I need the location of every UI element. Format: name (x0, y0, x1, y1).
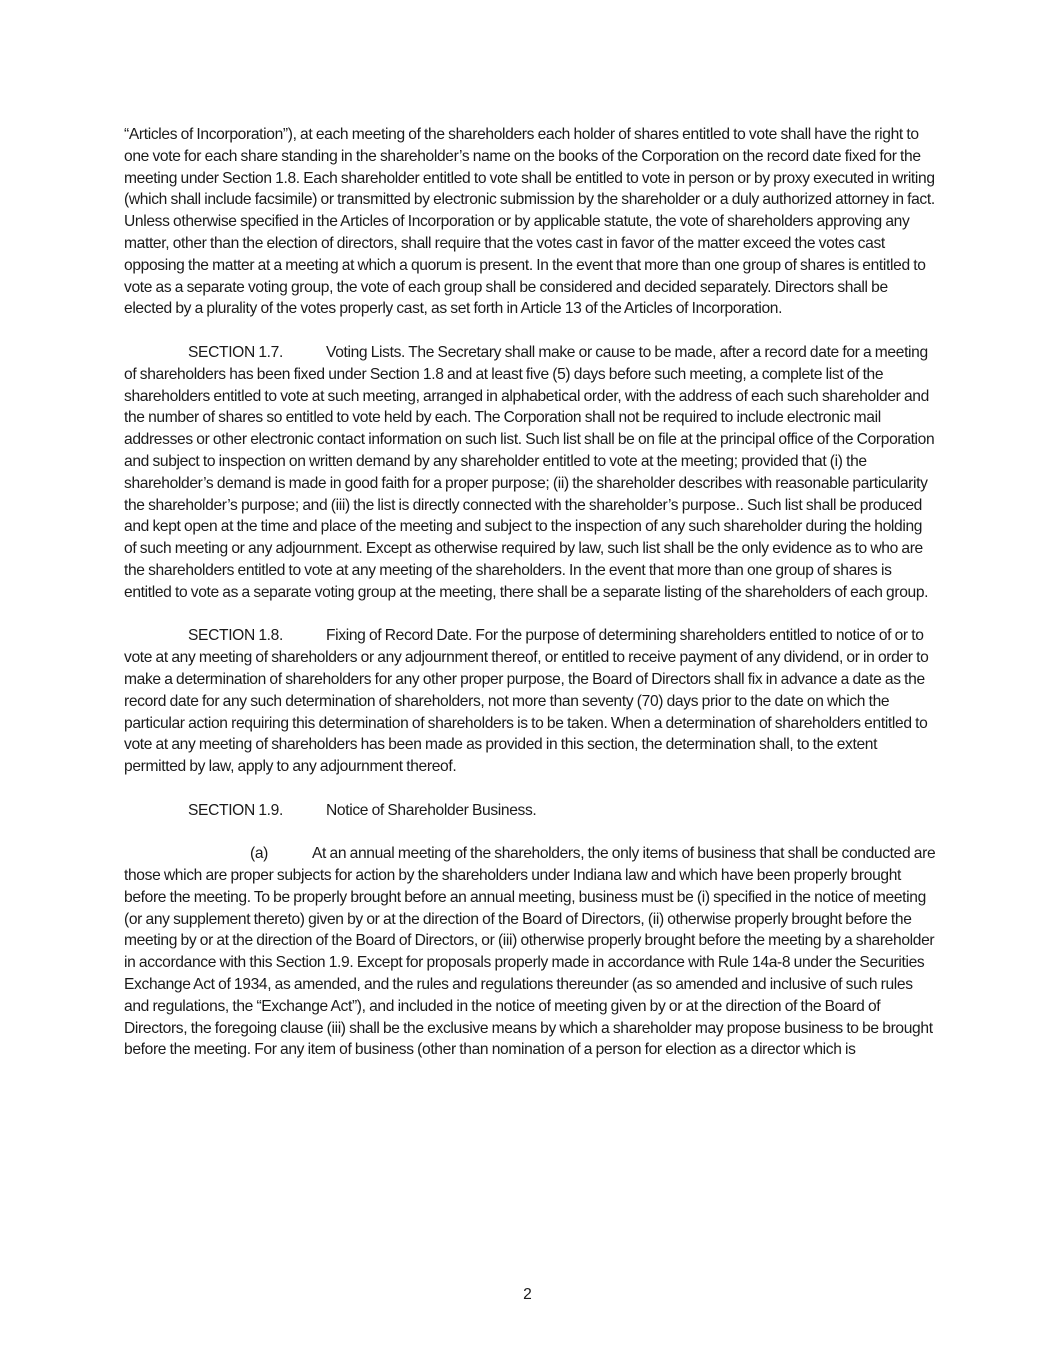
paragraph-subsection-a (124, 843, 936, 1061)
paragraph-voting-rights (124, 124, 936, 320)
paragraph-section-1-7 (124, 342, 936, 604)
section-heading: Notice of Shareholder Business. (326, 801, 537, 819)
subsection-label: (a) (250, 845, 269, 863)
paragraph-text: “Articles of Incorporation”), at each meeting of the shareholders each holder of shares entitled to vote shall have the right to one vote for each share standing in the shareholder’s name on the books of the Corporation on the record date fixed for the meeting under Section 1.8. Each shareholder entitled to vote shall be entitled to vote in person or by proxy executed in writing (which shall include facsimile) or transmitted by electronic submission by the shareholder or a duly authorized attorney in fact. Unless otherwise specified in the Articles of Incorporation or by applicable statute, the vote of shareholders approving any matter, other than the election of directors, shall require that the votes cast in favor of the matter exceed the votes cast opposing the matter at a meeting at which a quorum is present. In the event that more than one group of shares is entitled to vote as a separate voting group, the vote of each group shall be considered and decided separately. Directors shall be elected by a plurality of the votes properly cast, as set forth in Article 13 of the Articles of Incorporation. (124, 126, 935, 318)
section-number: SECTION 1.7. (188, 343, 283, 361)
paragraph-text: Fixing of Record Date. For the purpose of determining shareholders entitled to notice of or to vote at any meeting of shareholders or any adjournment thereof, or entitled to receive payment of any dividend, or in order to make a determination of shareholders for any other proper purpose, the Board of Directors shall fix in advance a date as the record date for any such determination of shareholders, not more than seventy (70) days prior to the date on which the particular action requiring this determination of shareholders is to be taken. When a determination of shareholders entitled to vote at any meeting of shareholders has been made as provided in this section, the determination shall, to the extent permitted by law, apply to any adjournment thereof. (124, 627, 929, 776)
page-number: 2 (523, 1286, 532, 1303)
paragraph-section-1-8 (124, 625, 936, 778)
paragraph-text: Voting Lists. The Secretary shall make or cause to be made, after a record date for a meeting of shareholders has been fixed under Section 1.8 and at least five (5) days before such meeting, a complete list of the shareholders entitled to vote at such meeting, arranged in alphabetical order, with the address of each such shareholder and the number of shares so entitled to vote held by each. The Corporation shall not be required to include electronic mail addresses or other electronic contact information on such list. Such list shall be on file at the principal office of the Corporation and subject to inspection on written demand by any shareholder entitled to vote at the meeting; provided that (i) the shareholder’s demand is made in good faith for a proper purpose; (ii) the shareholder describes with reasonable particularity the shareholder’s purpose; and (iii) the list is directly connected with the shareholder’s purpose.. Such list shall be produced and kept open at the time and place of the meeting and subject to the inspection of any such shareholder during the holding of such meeting or any adjournment. Except as otherwise required by law, such list shall be the only evidence as to who are the shareholders entitled to vote at any meeting of the shareholders. In the event that more than one group of shares is entitled to vote as a separate voting group at the meeting, there shall be a separate listing of the shareholders of each group. (124, 343, 935, 601)
paragraph-text: At an annual meeting of the shareholders, the only items of business that shall be conducted are those which are proper subjects for action by the shareholders under Indiana law and which have been properly brought before the meeting. To be properly brought before an annual meeting, business must be (i) specified in the notice of meeting (or any supplement thereto) given by or at the direction of the Board of Directors, (ii) otherwise properly brought before the meeting by or at the direction of the Board of Directors, or (iii) otherwise properly brought before the meeting by a shareholder in accordance with this Section 1.9. Except for proposals properly made in accordance with Rule 14a-8 under the Securities Exchange Act of 1934, as amended, and the rules and regulations thereunder (as so amended and inclusive of such rules and regulations, the “Exchange Act”), and included in the notice of meeting given by or at the direction of the Board of Directors, the foregoing clause (iii) shall be the exclusive means by which a shareholder may propose business to be brought before the meeting. For any item of business (other than nomination of a person for election as a director which is (124, 845, 936, 1059)
section-number: SECTION 1.9. (188, 801, 283, 819)
paragraph-section-1-9-heading (124, 800, 936, 822)
document-body (124, 124, 936, 1083)
section-number: SECTION 1.8. (188, 627, 283, 645)
